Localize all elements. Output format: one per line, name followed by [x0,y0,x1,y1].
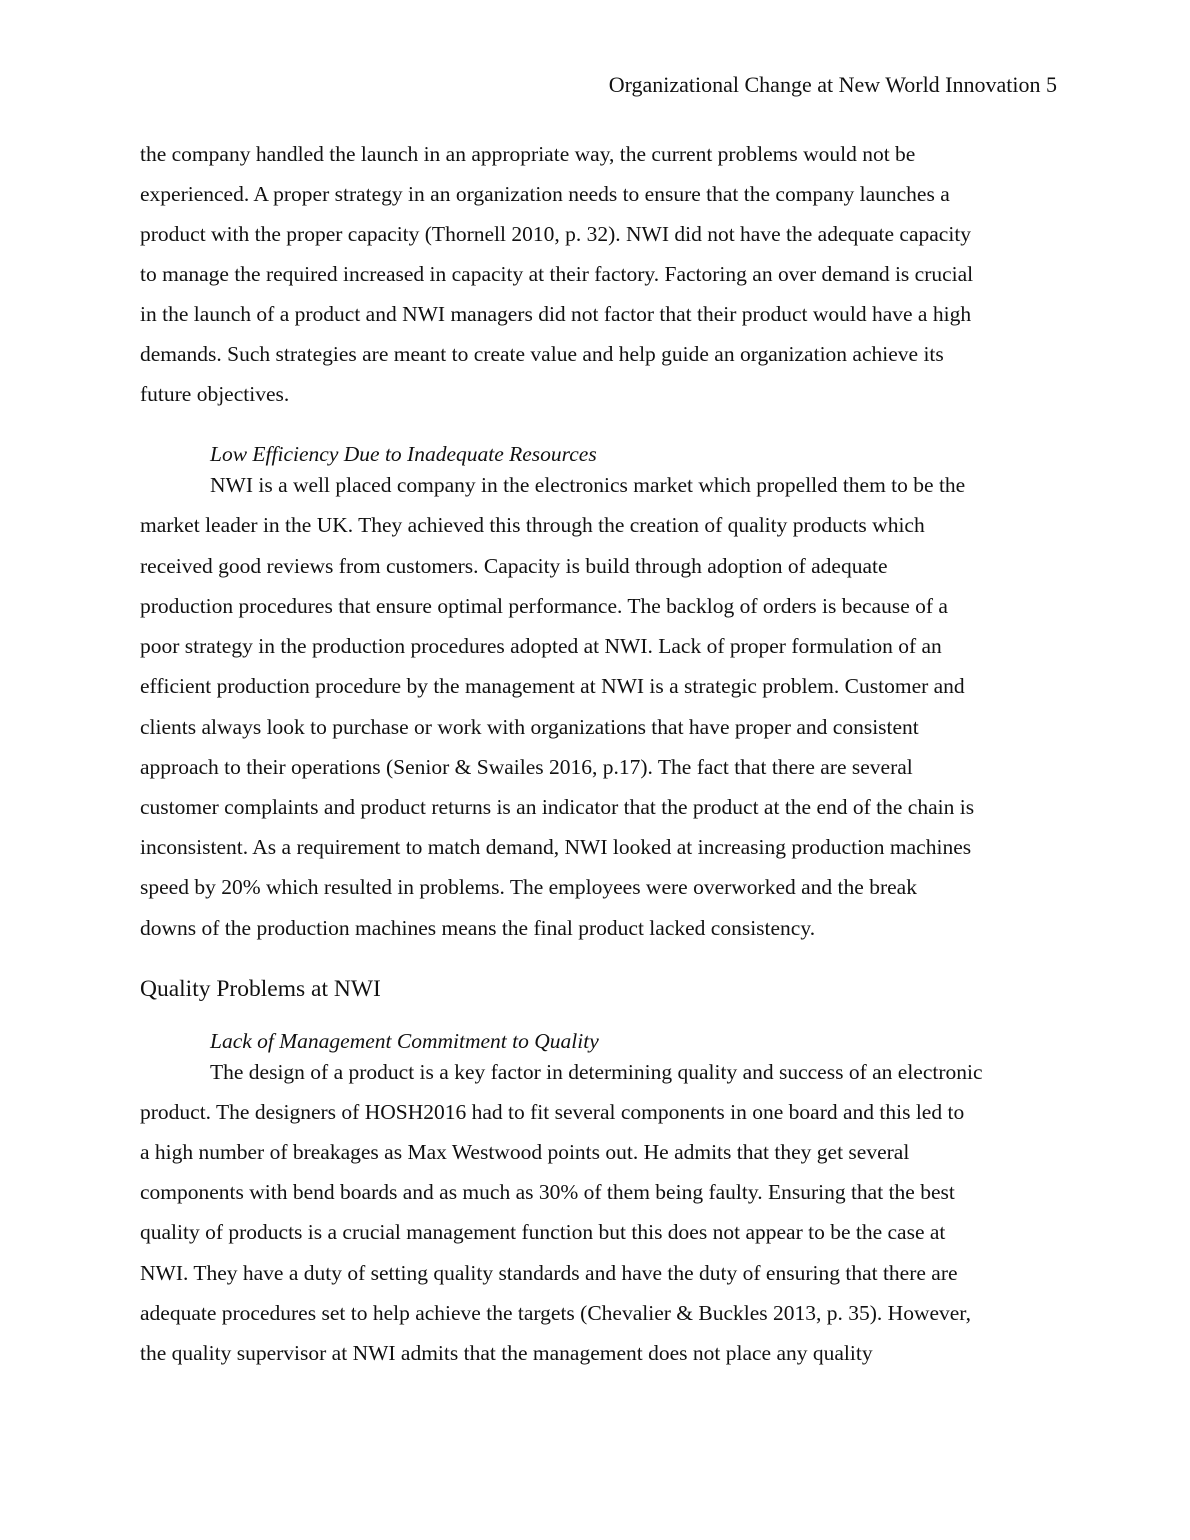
text-line: clients always look to purchase or work with organizations that have proper and consistent [140,715,919,739]
text-line: quality of products is a crucial management function but this does not appear to be the case at [140,1220,946,1244]
text-line: to manage the required increased in capacity at their factory. Factoring an over demand is crucial [140,262,974,286]
text-line: speed by 20% which resulted in problems. The employees were overworked and the break [140,875,917,899]
text-line: the quality supervisor at NWI admits that the management does not place any quality [140,1341,873,1365]
text-line: NWI. They have a duty of setting quality standards and have the duty of ensuring that there are [140,1261,958,1285]
text-line: a high number of breakages as Max Westwood points out. He admits that they get several [140,1140,910,1164]
text-line: market leader in the UK. They achieved this through the creation of quality products which [140,513,925,537]
text-line: poor strategy in the production procedures adopted at NWI. Lack of proper formulation of an [140,634,942,658]
subheading-low-efficiency: Low Efficiency Due to Inadequate Resources [210,442,597,466]
text-line: experienced. A proper strategy in an organization needs to ensure that the company launches a [140,182,950,206]
text-line: in the launch of a product and NWI managers did not factor that their product would have a high [140,302,972,326]
running-head: Organizational Change at New World Innovation 5 [608,72,1057,97]
text-line: received good reviews from customers. Capacity is build through adoption of adequate [140,554,888,578]
text-line: demands. Such strategies are meant to create value and help guide an organization achieve its [140,342,944,366]
text-line: production procedures that ensure optimal performance. The backlog of orders is because of a [140,594,948,618]
text-line: downs of the production machines means the final product lacked consistency. [140,916,816,940]
text-line: NWI is a well placed company in the electronics market which propelled them to be the [210,473,966,497]
text-line: approach to their operations (Senior & Swailes 2016, p.17). The fact that there are several [140,755,913,779]
text-line: future objectives. [140,382,290,406]
text-line: adequate procedures set to help achieve the targets (Chevalier & Buckles 2013, p. 35). However, [140,1301,971,1325]
section-heading-quality-problems: Quality Problems at NWI [140,976,381,1002]
text-line: components with bend boards and as much as 30% of them being faulty. Ensuring that the best [140,1180,955,1204]
text-line: inconsistent. As a requirement to match demand, NWI looked at increasing production machines [140,835,972,859]
text-line: product with the proper capacity (Thornell 2010, p. 32). NWI did not have the adequate capacity [140,222,972,246]
text-line: customer complaints and product returns is an indicator that the product at the end of the chain is [140,795,975,819]
subheading-management-commitment: Lack of Management Commitment to Quality [210,1029,599,1053]
text-line: product. The designers of HOSH2016 had to fit several components in one board and this led to [140,1100,965,1124]
text-line: efficient production procedure by the management at NWI is a strategic problem. Customer and [140,674,965,698]
text-line: The design of a product is a key factor in determining quality and success of an electronic [210,1060,983,1084]
text-line: the company handled the launch in an appropriate way, the current problems would not be [140,142,916,166]
